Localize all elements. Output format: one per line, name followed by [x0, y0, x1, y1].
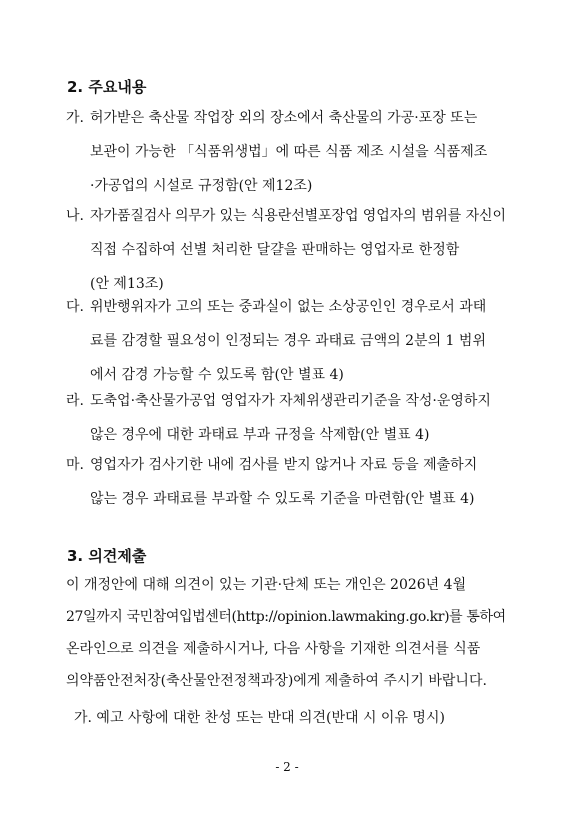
- item-text: [66, 290, 506, 392]
- list-item-na: [66, 199, 506, 301]
- item-marker: 다.: [66, 299, 84, 315]
- item-text: [66, 448, 506, 516]
- item-line: 료를 감경할 필요성이 인정되는 경우 과태료 금액의 2분의 1 범위: [90, 333, 486, 349]
- paragraph-line: 의약품안전처장(축산물안전정책과장)에게 제출하여 주시기 바랍니다.: [66, 673, 487, 689]
- item-line: 않는 경우 과태료를 부과할 수 있도록 기준을 마련함(안 별표 4): [90, 491, 475, 507]
- list-item-ma: [66, 448, 506, 516]
- opinion-sub-item: 가. 예고 사항에 대한 찬성 또는 반대 의견(반대 시 이유 명시): [74, 710, 445, 726]
- item-text: [66, 101, 506, 203]
- paragraph-line: 온라인으로 의견을 제출하시거나, 다음 사항을 기재한 의견서를 식품: [66, 641, 481, 657]
- item-line: 에서 감경 가능할 수 있도록 함(안 별표 4): [90, 367, 344, 383]
- list-item-ra: [66, 384, 506, 452]
- paragraph-line: 이 개정안에 대해 의견이 있는 기관·단체 또는 개인은 2026년 4월: [66, 577, 467, 593]
- item-line: 않은 경우에 대한 과태료 부과 규정을 삭제함(안 별표 4): [90, 427, 430, 443]
- item-marker: 라.: [66, 393, 84, 409]
- page-number: - 2 -: [275, 760, 299, 774]
- item-line: 도축업·축산물가공업 영업자가 자체위생관리기준을 작성·운영하지: [90, 393, 491, 409]
- item-line: 보관이 가능한 「식품위생법」에 따른 식품 제조 시설을 식품제조: [90, 144, 488, 160]
- section-2-title: 2. 주요내용: [67, 78, 147, 96]
- item-line: 자가품질검사 의무가 있는 식용란선별포장업 영업자의 범위를 자신이: [90, 208, 506, 224]
- item-line: (안 제13조): [90, 276, 164, 292]
- item-text: [66, 384, 506, 452]
- list-item-da: [66, 290, 506, 392]
- item-marker: 가.: [66, 110, 84, 126]
- paragraph-line: 27일까지 국민참여입법센터(http://opinion.lawmaking.go.kr)를 통하여: [66, 609, 506, 625]
- opinion-paragraph: [66, 569, 506, 697]
- item-line: 위반행위자가 고의 또는 중과실이 없는 소상공인인 경우로서 과태: [90, 299, 487, 315]
- list-item-ga: [66, 101, 506, 203]
- section-3-title: 3. 의견제출: [67, 547, 147, 565]
- item-marker: 마.: [66, 457, 84, 473]
- item-line: 허가받은 축산물 작업장 외의 장소에서 축산물의 가공·포장 또는: [90, 110, 478, 126]
- item-line: 직접 수집하여 선별 처리한 달걀을 판매하는 영업자로 한정함: [90, 242, 460, 258]
- item-line: ·가공업의 시설로 규정함(안 제12조): [90, 178, 313, 194]
- item-marker: 나.: [66, 208, 84, 224]
- item-line: 영업자가 검사기한 내에 검사를 받지 않거나 자료 등을 제출하지: [90, 457, 478, 473]
- item-text: [66, 199, 506, 301]
